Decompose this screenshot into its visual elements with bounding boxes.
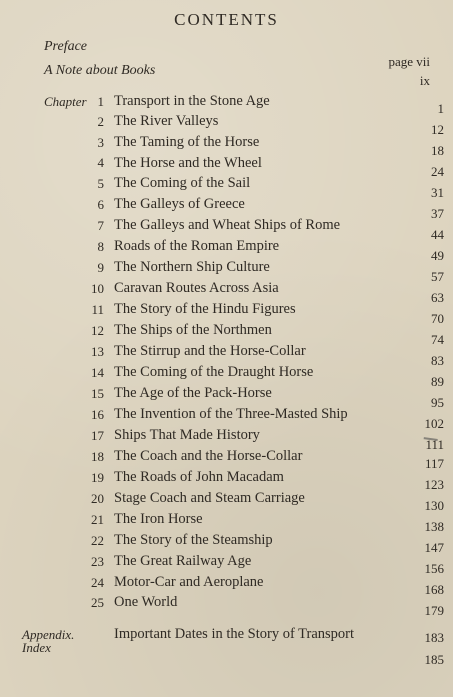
- chapter-page: 1: [437, 101, 444, 116]
- chapter-page: 130: [424, 498, 444, 513]
- chapter-title: Roads of the Roman Empire: [114, 238, 280, 254]
- chapter-page: 57: [431, 269, 444, 284]
- chapter-number: 17: [91, 428, 104, 443]
- chapter-title: The Northern Ship Culture: [114, 259, 270, 275]
- page-title: CONTENTS: [174, 10, 279, 29]
- chapter-number: 18: [91, 449, 104, 464]
- chapter-number: 22: [91, 533, 104, 548]
- chapter-title: The Age of the Pack-Horse: [114, 385, 272, 401]
- chapter-page: 49: [431, 248, 444, 263]
- chapter-number: 14: [91, 365, 104, 380]
- chapter-title: The Galleys and Wheat Ships of Rome: [114, 217, 341, 233]
- chapter-page: 63: [431, 290, 444, 305]
- chapter-title: Transport in the Stone Age: [114, 93, 270, 109]
- chapter-number: 10: [91, 281, 104, 296]
- chapter-page: 89: [431, 374, 444, 389]
- chapter-title: The Great Railway Age: [114, 553, 252, 569]
- chapter-number: 12: [91, 323, 104, 338]
- chapter-page: 179: [424, 603, 444, 618]
- chapter-number: 20: [91, 491, 104, 506]
- front-matter-note: A Note about Books: [44, 63, 156, 78]
- chapter-title: The Story of the Steamship: [114, 532, 273, 548]
- front-matter-preface: Preface: [44, 39, 88, 54]
- appendix-page: 183: [424, 630, 444, 645]
- chapter-number: 9: [97, 260, 104, 275]
- chapter-number: 11: [91, 302, 104, 317]
- chapter-page: 37: [431, 206, 444, 221]
- chapter-number: 23: [91, 554, 104, 569]
- chapter-label: Chapter: [44, 94, 87, 109]
- chapter-title: The River Valleys: [114, 113, 219, 129]
- chapter-page: 168: [424, 582, 444, 597]
- chapter-page: 147: [424, 540, 444, 555]
- chapter-title: The Coming of the Sail: [114, 175, 251, 191]
- chapter-number: 4: [97, 155, 104, 170]
- chapter-number: 21: [91, 512, 104, 527]
- chapter-title: The Coach and the Horse-Collar: [114, 448, 303, 464]
- chapter-title: The Coming of the Draught Horse: [114, 364, 314, 380]
- chapter-title: The Invention of the Three-Masted Ship: [114, 406, 348, 422]
- chapter-page: 83: [431, 353, 444, 368]
- chapter-number: 24: [91, 575, 104, 590]
- index-label: Index: [22, 640, 51, 655]
- chapter-page: 18: [431, 143, 444, 158]
- chapter-title: The Stirrup and the Horse-Collar: [114, 343, 306, 359]
- chapter-page: 44: [431, 227, 444, 242]
- chapter-page: 12: [431, 122, 444, 137]
- chapter-page: 24: [431, 164, 444, 179]
- chapter-title: The Iron Horse: [114, 511, 203, 527]
- chapter-title: The Story of the Hindu Figures: [114, 301, 296, 317]
- chapter-number: 19: [91, 470, 104, 485]
- chapter-number: 25: [91, 595, 104, 610]
- front-matter-preface-page: page vii: [388, 54, 430, 69]
- chapter-number: 7: [97, 218, 104, 233]
- chapter-page: 70: [431, 311, 444, 326]
- chapter-page: 111: [425, 437, 444, 452]
- chapter-page: 74: [431, 332, 444, 347]
- chapter-number: 5: [97, 176, 104, 191]
- chapter-number: 3: [97, 135, 104, 150]
- chapter-number: 8: [97, 239, 104, 254]
- chapter-number: 2: [97, 114, 104, 129]
- chapter-page: 123: [424, 477, 444, 492]
- chapter-number: 15: [91, 386, 104, 401]
- chapter-page: 138: [424, 519, 444, 534]
- chapter-title: The Horse and the Wheel: [114, 155, 262, 171]
- chapter-title: Stage Coach and Steam Carriage: [114, 490, 305, 506]
- chapter-number: 16: [91, 407, 104, 422]
- chapter-page: 95: [431, 395, 444, 410]
- chapter-page: 31: [431, 185, 444, 200]
- pencil-mark: [422, 437, 438, 451]
- chapter-page: 102: [424, 416, 444, 431]
- chapter-title: One World: [114, 594, 178, 610]
- appendix-title: Important Dates in the Story of Transport: [114, 626, 355, 642]
- chapter-page: 117: [424, 456, 444, 471]
- index-page: 185: [424, 652, 444, 667]
- chapter-title: The Taming of the Horse: [114, 134, 260, 150]
- appendix-label: Appendix.: [22, 627, 75, 642]
- chapter-number: 13: [91, 344, 104, 359]
- chapter-title: The Ships of the Northmen: [114, 322, 272, 338]
- chapter-title: The Roads of John Macadam: [114, 469, 284, 485]
- chapter-page: 156: [424, 561, 444, 576]
- chapter-number: 1: [97, 94, 104, 109]
- chapter-title: The Galleys of Greece: [114, 196, 245, 212]
- chapter-title: Caravan Routes Across Asia: [114, 280, 279, 296]
- chapter-title: Ships That Made History: [114, 427, 260, 443]
- chapter-number: 6: [97, 197, 104, 212]
- front-matter-note-page: ix: [419, 73, 430, 88]
- chapter-title: Motor-Car and Aeroplane: [114, 574, 264, 590]
